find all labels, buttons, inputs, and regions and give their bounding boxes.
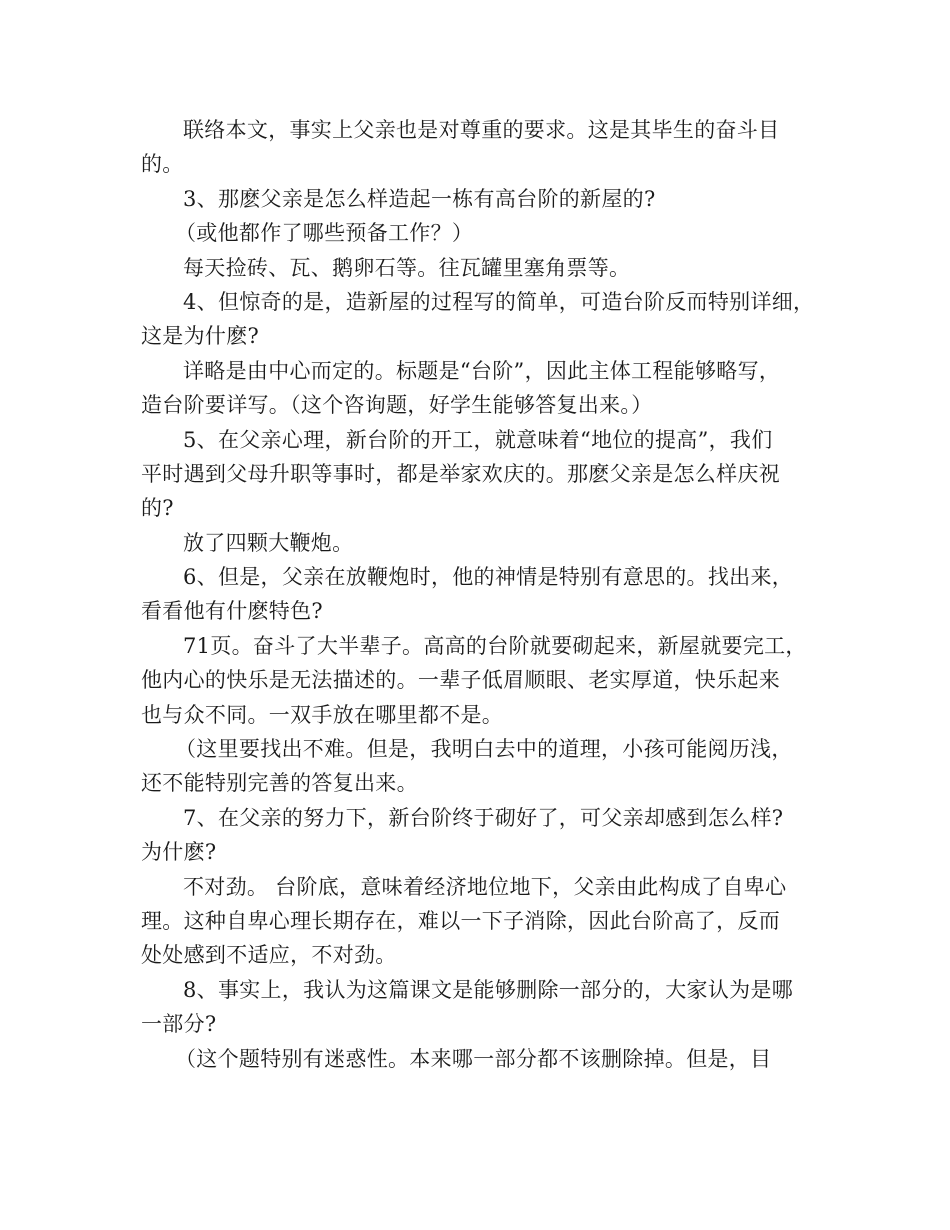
question-line: 5、在父亲心理，新台阶的开工，就意味着“地位的提高”，我们	[183, 427, 773, 452]
question-line: 7、在父亲的努力下，新台阶终于砌好了，可父亲却感到怎么样?	[183, 805, 784, 830]
question-line: 4、但惊奇的是，造新屋的过程写的简单，可造台阶反而特别详细，	[183, 289, 815, 314]
answer-line: 放了四颗大鞭炮。	[183, 530, 354, 555]
answer-line: 详略是由中心而定的。标题是“台阶”，因此主体工程能够略写，	[183, 358, 781, 383]
answer-line: 71页。奋斗了大半辈子。高高的台阶就要砌起来，新屋就要完工，	[183, 633, 807, 658]
text-line: 还不能特别完善的答复出来。	[141, 771, 418, 796]
text-line: 也与众不同。一双手放在哪里都不是。	[141, 702, 504, 727]
question-line: 6、但是，父亲在放鞭炮时，他的神情是特别有意思的。找出来，	[183, 565, 794, 590]
text-line: 他内心的快乐是无法描述的。一辈子低眉顺眼、老实厚道，快乐起来	[141, 668, 780, 693]
text-line: （或他都作了哪些预备工作？）	[175, 221, 474, 246]
answer-line: 每天捡砖、瓦、鹅卵石等。往瓦罐里塞角票等。	[183, 255, 631, 280]
text-line: 造台阶要详写。（这个咨询题，好学生能够答复出来。）	[141, 393, 653, 418]
document-body	[141, 113, 813, 1076]
text-line: 看看他有什麽特色?	[141, 599, 323, 624]
text-line: 联络本文，事实上父亲也是对尊重的要求。这是其毕生的奋斗目	[183, 118, 780, 142]
text-line: （这个题特别有迷惑性。本来哪一部分都不该删除掉。但是，目	[175, 1046, 772, 1071]
text-line: 的?	[141, 496, 174, 521]
text-line: 的。	[141, 152, 184, 177]
text-line: 这是为什麽?	[141, 324, 260, 349]
text-line: 理。这种自卑心理长期存在，难以一下子消除，因此台阶高了，反而	[141, 908, 780, 933]
answer-line: 不对劲。 台阶底，意味着经济地位地下，父亲由此构成了自卑心	[183, 874, 787, 899]
text-line: 为什麽?	[141, 840, 217, 865]
question-line: 8、事实上，我认为这篇课文是能够删除一部分的，大家认为是哪	[183, 977, 794, 1002]
text-line: 平时遇到父母升职等事时，都是举家欢庆的。那麽父亲是怎么样庆祝	[141, 461, 780, 486]
text-line: （这里要找出不难。但是，我明白去中的道理，小孩可能阅历浅，	[175, 737, 793, 762]
question-line: 3、那麽父亲是怎么样造起一栋有高台阶的新屋的?	[183, 186, 656, 211]
text-line: 一部分?	[141, 1012, 217, 1037]
text-line: 处处感到不适应，不对劲。	[141, 943, 397, 968]
